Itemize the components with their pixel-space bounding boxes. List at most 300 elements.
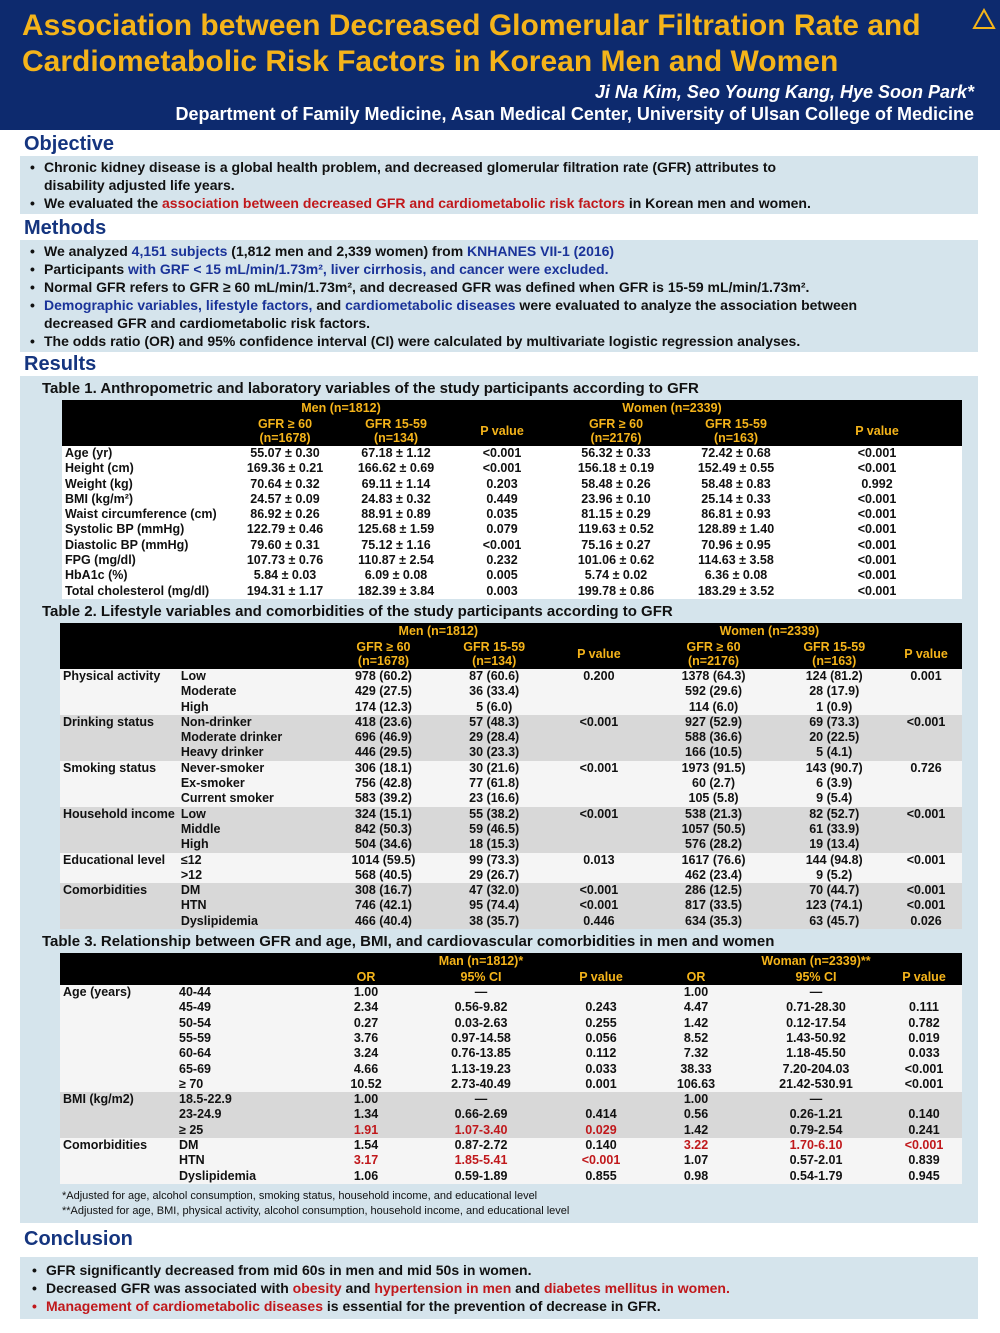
table-row — [62, 477, 962, 492]
table-cell: Middle — [180, 821, 221, 836]
table-cell: 1973 (91.5) — [681, 760, 746, 775]
table-cell: 124 (81.2) — [805, 668, 863, 683]
table-cell: 82 (52.7) — [809, 806, 860, 821]
table-cell: 114 (6.0) — [688, 699, 739, 714]
table-cell: 0.54-1.79 — [789, 1168, 843, 1183]
table-cell: 23 (16.6) — [469, 791, 520, 806]
table-cell: 0.66-2.69 — [454, 1107, 508, 1122]
table-row — [60, 791, 962, 806]
table-cell: 0.12-17.54 — [786, 1015, 846, 1030]
table-cell: Educational level — [63, 852, 166, 867]
table-cell: 1.07-3.40 — [454, 1122, 508, 1137]
table-cell: 568 (40.5) — [354, 867, 412, 882]
table-cell: 1057 (50.5) — [681, 821, 746, 836]
table-cell: 47 (32.0) — [469, 883, 520, 898]
table-cell: 3.76 — [353, 1030, 379, 1045]
table-cell — [890, 868, 962, 883]
table-cell: 634 (35.3) — [685, 913, 743, 928]
table-cell: 1617 (76.6) — [681, 852, 746, 867]
conclusion-box — [20, 1257, 978, 1319]
table-cell — [60, 1169, 176, 1184]
table-row — [60, 898, 962, 913]
conclusion-bullet-2: • Decreased GFR was associated with obesity and hypertension in men and diabetes mellitus in women. — [30, 1279, 968, 1297]
table-cell: 18 (15.3) — [469, 837, 520, 852]
table-cell: 1.00 — [353, 1092, 379, 1107]
table-cell: 45-49 — [179, 1000, 211, 1015]
table-cell: <0.001 — [906, 714, 946, 729]
table-cell: 0.57-2.01 — [789, 1153, 843, 1168]
table-cell — [556, 985, 646, 1000]
table-cell: <0.001 — [906, 883, 946, 898]
table-cell: <0.001 — [482, 461, 522, 476]
table-cell — [549, 745, 649, 760]
table-cell: Heavy drinker — [180, 745, 264, 760]
table-cell: 75.12 ± 1.16 — [361, 537, 431, 552]
table-cell: 72.42 ± 0.68 — [701, 446, 771, 460]
table-cell — [60, 1000, 176, 1015]
table-cell: 30 (23.3) — [469, 745, 520, 760]
table-cell: 55.07 ± 0.30 — [250, 446, 320, 460]
methods-bullet-4: • Demographic variables, lifestyle factors, and cardiometabolic diseases were evaluated to analyze the association between decreased GFR and cardiometabolic risk factors. — [28, 296, 968, 332]
table-cell — [60, 684, 178, 699]
table-cell — [60, 791, 178, 806]
table-cell: 101.06 ± 0.62 — [577, 553, 655, 568]
table-cell: 0.232 — [486, 553, 518, 568]
table-cell: 1.85-5.41 — [454, 1153, 508, 1168]
table-row — [60, 776, 962, 791]
table-cell: 1.54 — [353, 1137, 379, 1152]
table-cell — [549, 684, 649, 699]
table-cell: 0.035 — [486, 507, 518, 522]
table-cell: 0.79-2.54 — [789, 1122, 843, 1137]
table-cell: 40-44 — [179, 985, 211, 1000]
table-cell: 3.24 — [353, 1046, 379, 1061]
methods-bullet-5: • The odds ratio (OR) and 95% confidence interval (CI) were calculated by multivariate logistic regression analyses. — [28, 332, 968, 350]
table-cell — [549, 700, 649, 715]
table-cell: 1.07 — [683, 1153, 709, 1168]
table-cell: <0.001 — [857, 507, 897, 522]
table-cell — [890, 776, 962, 791]
table-cell: 0.056 — [585, 1030, 617, 1045]
table-cell: 107.73 ± 0.76 — [246, 553, 324, 568]
table-cell: 114.63 ± 3.58 — [698, 553, 774, 568]
table-cell — [890, 700, 962, 715]
table-cell: Age (yr) — [65, 446, 113, 460]
table-cell: 0.200 — [583, 668, 615, 683]
table-cell: 29 (26.7) — [469, 867, 520, 882]
table-cell — [886, 985, 962, 1000]
table-cell: 59 (46.5) — [469, 821, 520, 836]
table-cell: 24.83 ± 0.32 — [361, 491, 431, 506]
results-heading: Results — [24, 353, 97, 375]
table-cell: 110.87 ± 2.54 — [358, 553, 434, 568]
table-cell: 182.39 ± 3.84 — [357, 583, 435, 598]
table-cell: 0.243 — [585, 1000, 617, 1015]
table-row — [60, 1000, 962, 1015]
table-cell: 466 (40.4) — [354, 913, 412, 928]
table-cell: 1.42 — [683, 1015, 709, 1030]
table-cell: 0.992 — [861, 476, 893, 491]
table-cell: 29 (28.4) — [469, 730, 520, 745]
table-cell: 0.56-9.82 — [454, 1000, 508, 1015]
table-cell — [60, 1153, 176, 1168]
table-cell: 0.855 — [585, 1168, 617, 1183]
table-cell: 1 (0.9) — [816, 699, 853, 714]
table-cell: 123 (74.1) — [805, 898, 863, 913]
table-row — [62, 492, 962, 507]
table-cell: 194.31 ± 1.17 — [246, 583, 324, 598]
table-cell: <0.001 — [579, 760, 619, 775]
table-cell: <0.001 — [581, 1153, 621, 1168]
table-cell: Age (years) — [63, 985, 132, 1000]
table-cell: 105 (5.8) — [688, 791, 739, 806]
table-cell: 75.16 ± 0.27 — [581, 537, 651, 552]
table-cell: 95 (74.4) — [469, 898, 520, 913]
table-cell: <0.001 — [906, 852, 946, 867]
table-cell: <0.001 — [857, 461, 897, 476]
table-cell: — — [474, 985, 488, 1000]
table-cell: <0.001 — [579, 806, 619, 821]
table-cell: 588 (36.6) — [685, 730, 743, 745]
table-cell: Systolic BP (mmHg) — [65, 522, 185, 537]
table-cell: 77 (61.8) — [469, 776, 520, 791]
table-cell: 166 (10.5) — [685, 745, 743, 760]
table-cell: 86.81 ± 0.93 — [701, 507, 771, 522]
table-cell: 0.111 — [909, 1000, 939, 1015]
table-cell: 5.84 ± 0.03 — [253, 568, 317, 583]
table-cell: 1.06 — [353, 1168, 379, 1183]
table-cell: 504 (34.6) — [354, 837, 412, 852]
table-cell: <0.001 — [482, 446, 522, 460]
table-cell: 0.013 — [583, 852, 615, 867]
table-cell: 576 (28.2) — [685, 837, 743, 852]
table-cell: 0.003 — [486, 583, 518, 598]
methods-box — [20, 240, 978, 352]
table-cell: Moderate — [180, 684, 237, 699]
table-cell: <0.001 — [906, 898, 946, 913]
table-cell: 0.98 — [683, 1168, 709, 1183]
table-cell: 106.63 — [676, 1076, 716, 1091]
table-cell — [60, 730, 178, 745]
table-cell: 0.26-1.21 — [789, 1107, 843, 1122]
table-cell: 0.59-1.89 — [454, 1168, 508, 1183]
table-cell — [60, 745, 178, 760]
table-cell: <0.001 — [857, 537, 897, 552]
table-cell: 0.112 — [585, 1046, 617, 1061]
table-cell — [549, 837, 649, 852]
table-cell: 1.00 — [683, 985, 709, 1000]
table-row — [60, 669, 962, 684]
table-cell: 81.15 ± 0.29 — [581, 507, 651, 522]
table-cell: 70.96 ± 0.95 — [701, 537, 771, 552]
table-cell: 0.001 — [910, 668, 942, 683]
table-cell — [556, 1092, 646, 1107]
table-row — [60, 914, 962, 929]
table-cell: 429 (27.5) — [354, 684, 412, 699]
table-cell: 0.449 — [486, 491, 518, 506]
table-cell: 65-69 — [179, 1061, 211, 1076]
table-cell: 1.00 — [353, 985, 379, 1000]
table-cell: <0.001 — [579, 883, 619, 898]
table-cell: 3.22 — [683, 1137, 709, 1152]
table-row — [60, 837, 962, 852]
table-cell: ≥ 70 — [179, 1076, 204, 1091]
table-cell — [890, 684, 962, 699]
table-cell: 7.32 — [683, 1046, 709, 1061]
table-row — [60, 1123, 962, 1138]
table-cell: 55-59 — [179, 1030, 211, 1045]
table-cell: 0.203 — [486, 476, 518, 491]
conclusion-heading: Conclusion — [24, 1227, 133, 1250]
table-cell: 0.97-14.58 — [451, 1030, 511, 1045]
table-cell: 122.79 ± 0.46 — [246, 522, 324, 537]
table-cell: BMI (kg/m²) — [65, 491, 134, 506]
table-cell: 143 (90.7) — [805, 760, 863, 775]
table-row — [62, 584, 962, 599]
table-cell: 0.945 — [908, 1168, 940, 1183]
table-row — [60, 822, 962, 837]
table-cell: 24.57 ± 0.09 — [250, 491, 320, 506]
table-row — [62, 568, 962, 583]
table-cell: 446 (29.5) — [354, 745, 412, 760]
table-cell: 183.29 ± 3.52 — [697, 583, 775, 598]
table-cell: <0.001 — [857, 522, 897, 537]
table-cell: 0.27 — [353, 1015, 379, 1030]
table-cell: 63 (45.7) — [809, 913, 860, 928]
department: Department of Family Medicine, Asan Medical Center, University of Ulsan College of Medicine — [175, 104, 974, 124]
table-cell: 69.11 ± 1.14 — [361, 476, 431, 491]
table-cell: 0.839 — [908, 1153, 940, 1168]
table-cell: 0.026 — [910, 913, 942, 928]
table-cell: FPG (mg/dl) — [65, 553, 136, 568]
table-cell — [60, 1031, 176, 1046]
table3: Man (n=1812)* Woman (n=2339)** OR 95% CI P value OR 95% CI P value Age (years) 40-44 1.00 — 1.00 — 45-49 2.34 0.56-9.82 0.243 4.47 0.71-28.30 0.111 50-54 0.27 0.03-2.63 0.255 1.42 0.12-17.54 0.782 55-59 3.76 0.97-14.58 0.056 8.52 1.43-50.92 0.019 60-64 3.24 0.76-13.85 0.112 7.32 1.18-45.50 0.033 65-69 4.66 1.13-19.23 0.033 38.33 7.20-204.03 <0.001 ≥ 70 10.52 2.73-40.49 0.001 106.63 21.42-530.91 <0.001 BMI (kg/m2) 18.5-22.9 1.00 — 1.00 — 23-24.9 1.34 0.66-2.69 0.414 0.56 0.26-1.21 0.140 ≥ 25 1.91 1.07-3.40 0.029 1.42 0.79-2.54 0.241 Comorbidities DM 1.54 0.87-2.72 0.140 3.22 1.70-6.10 <0.001 HTN 3.17 1.85-5.41 <0.001 1.07 0.57-2.01 0.839 Dyslipidemia 1.06 0.59-1.89 0.855 0.98 0.54-1.79 0.945 — [60, 953, 962, 1184]
table-cell: <0.001 — [579, 898, 619, 913]
table-cell: 0.001 — [585, 1076, 617, 1091]
table-cell: High — [180, 837, 209, 852]
table-cell: <0.001 — [482, 537, 522, 552]
table-cell: 0.140 — [908, 1107, 940, 1122]
table-cell: 57 (48.3) — [469, 714, 520, 729]
table-cell: 696 (46.9) — [354, 730, 412, 745]
table-cell: 1.13-19.23 — [451, 1061, 511, 1076]
table-cell: BMI (kg/m2) — [63, 1092, 134, 1107]
table-cell: Total cholesterol (mg/dl) — [65, 583, 210, 598]
table-cell: Comorbidities — [63, 883, 148, 898]
table-cell: 0.241 — [908, 1122, 940, 1137]
table-row — [60, 883, 962, 898]
methods-bullet-1: • We analyzed 4,151 subjects (1,812 men and 2,339 women) from KNHANES VII-1 (2016) — [28, 242, 968, 260]
table-cell: 842 (50.3) — [354, 821, 412, 836]
table-cell: 3.17 — [353, 1153, 379, 1168]
table-cell: 21.42-530.91 — [779, 1076, 853, 1091]
table-cell: 7.20-204.03 — [782, 1061, 850, 1076]
table-cell: 583 (39.2) — [354, 791, 412, 806]
table-cell: 25.14 ± 0.33 — [701, 491, 771, 506]
table-cell: 9 (5.2) — [816, 867, 853, 882]
table-cell: 746 (42.1) — [354, 898, 412, 913]
table-cell: 199.78 ± 0.86 — [577, 583, 655, 598]
table-cell: <0.001 — [857, 491, 897, 506]
table-cell — [60, 914, 178, 929]
table-cell: Never-smoker — [180, 760, 265, 775]
table-cell: <0.001 — [904, 1137, 944, 1152]
table-row — [62, 538, 962, 553]
table-cell: 38 (35.7) — [469, 913, 520, 928]
table-cell: 0.414 — [585, 1107, 617, 1122]
table-cell: <0.001 — [906, 806, 946, 821]
table-cell: 88.91 ± 0.89 — [361, 507, 431, 522]
table-cell: 60 (2.7) — [692, 776, 736, 791]
table-row — [60, 853, 962, 868]
table-cell: 1.43-50.92 — [786, 1030, 846, 1045]
table-cell: Current smoker — [180, 791, 274, 806]
table-cell: 592 (29.6) — [685, 684, 743, 699]
table-cell: 38.33 — [680, 1061, 712, 1076]
table-cell: 169.36 ± 0.21 — [246, 461, 324, 476]
table-cell: <0.001 — [857, 568, 897, 583]
table-cell: 6.09 ± 0.08 — [364, 568, 428, 583]
table-cell — [60, 1046, 176, 1061]
table-cell: — — [809, 1092, 823, 1107]
table-cell: Waist circumference (cm) — [65, 507, 217, 522]
table-cell: 1.18-45.50 — [786, 1046, 846, 1061]
table-row — [60, 985, 962, 1000]
table-cell: 2.34 — [353, 1000, 379, 1015]
table-cell: Smoking status — [63, 760, 157, 775]
table-cell: Moderate drinker — [180, 730, 283, 745]
table-cell: Dyslipidemia — [179, 1168, 257, 1183]
table-cell: HTN — [180, 898, 207, 913]
table-row — [60, 1031, 962, 1046]
table2: Men (n=1812) Women (n=2339) GFR ≥ 60 (n=1678) GFR 15-59 (n=134) P value GFR ≥ 60 (n=2176) GFR 15-59 (n=163) P value Physical activity Low 978 (60.2) 87 (60.6) 0.200 1378 (64.3) 124 (81.2) 0.001 Moderate 429 (27.5) 36 (33.4) 592 (29.6) 28 (17.9) High 174 (12.3) 5 (6.0) 114 (6.0) 1 (0.9) Drinking status Non-drinker 418 (23.6) 57 (48.3) <0.001 927 (52.9) 69 (73.3) <0.001 Moderate drinker 696 (46.9) 29 (28.4) 588 (36.6) 20 (22.5) Heavy drinker 446 (29.5) 30 (23.3) 166 (10.5) 5 (4.1) Smoking status Never-smoker 306 (18.1) 30 (21.6) <0.001 1973 (91.5) 143 (90.7) 0.726 Ex-smoker 756 (42.8) 77 (61.8) 60 (2.7) 6 (3.9) Current smoker 583 (39.2) 23 (16.6) 105 (5.8) 9 (5.4) Household income Low 324 (15.1) 55 (38.2) <0.001 538 (21.3) 82 (52.7) <0.001 Middle 842 (50.3) 59 (46.5) 1057 (50.5) 61 (33.9) High 504 (34.6) 18 (15.3) 576 (28.2) 19 (13.4) Educational level ≤12 1014 (59.5) 99 (73.3) 0.013 1617 (76.6) 144 (94.8) <0.001 >12 568 (40.5) 29 (26.7) 462 (23.4) 9 (5.2) Comorbidities DM 308 (16.7) 47 (32.0) <0.001 286 (12.5) 70 (44.7) <0.001 HTN 746 (42.1) 95 (74.4) <0.001 817 (33.5) 123 (74.1) <0.001 Dyslipidemia 466 (40.4) 38 (35.7) 0.446 634 (35.3) 63 (45.7) 0.026 — [60, 623, 962, 929]
table-cell: 152.49 ± 0.55 — [697, 461, 775, 476]
table-cell: 9 (5.4) — [816, 791, 853, 806]
table-cell: 166.62 ± 0.69 — [357, 461, 435, 476]
table-cell: 5 (6.0) — [476, 699, 513, 714]
table-cell: — — [474, 1092, 488, 1107]
table-row — [60, 684, 962, 699]
table-cell — [60, 776, 178, 791]
table-cell: 6 (3.9) — [816, 776, 853, 791]
footnote-2: **Adjusted for age, BMI, physical activity, alcohol consumption, household income, and educational level — [62, 1204, 570, 1217]
table-cell: 0.71-28.30 — [786, 1000, 846, 1015]
table-cell: >12 — [180, 867, 203, 882]
table-row — [60, 1169, 962, 1184]
table-cell: 1378 (64.3) — [681, 668, 746, 683]
table-cell: 23.96 ± 0.10 — [581, 491, 651, 506]
table-cell: Weight (kg) — [65, 476, 133, 491]
table-cell: 1.91 — [353, 1122, 379, 1137]
table-row — [60, 761, 962, 776]
table-cell: 10.52 — [350, 1076, 382, 1091]
table-cell: <0.001 — [904, 1076, 944, 1091]
table-cell: 1.42 — [683, 1122, 709, 1137]
table-cell: 5 (4.1) — [816, 745, 853, 760]
table-cell: 306 (18.1) — [354, 760, 412, 775]
table-cell — [890, 822, 962, 837]
footnote-1: *Adjusted for age, alcohol consumption, smoking status, household income, and educational level — [62, 1189, 538, 1202]
results-box — [20, 376, 978, 1223]
conclusion-bullet-3: • Management of cardiometabolic diseases is essential for the prevention of decrease in GFR. — [30, 1297, 968, 1315]
table-cell: Low — [180, 806, 206, 821]
table-cell: 817 (33.5) — [685, 898, 743, 913]
table-cell: 60-64 — [179, 1046, 211, 1061]
table-cell: ≥ 25 — [179, 1122, 204, 1137]
table-cell — [60, 822, 178, 837]
table-cell: Diastolic BP (mmHg) — [65, 537, 189, 552]
table-row — [60, 1046, 962, 1061]
table-cell: Ex-smoker — [180, 776, 245, 791]
table-cell: 8.52 — [683, 1030, 709, 1045]
table-cell: 30 (21.6) — [469, 760, 520, 775]
table-row — [60, 1062, 962, 1077]
table-cell: 28 (17.9) — [809, 684, 860, 699]
conclusion-bullet-1: • GFR significantly decreased from mid 60s in men and mid 50s in women. — [30, 1261, 968, 1279]
table-cell: 978 (60.2) — [354, 668, 412, 683]
table-cell: 86.92 ± 0.26 — [250, 507, 320, 522]
table-cell — [60, 1077, 176, 1092]
table-row — [62, 507, 962, 522]
table-cell: 0.033 — [585, 1061, 617, 1076]
table-row — [60, 1077, 962, 1092]
table-cell: 79.60 ± 0.31 — [250, 537, 320, 552]
methods-bullet-2: • Participants with GRF < 15 mL/min/1.73m², liver cirrhosis, and cancer were excluded. — [28, 260, 968, 278]
table-cell: 174 (12.3) — [354, 699, 412, 714]
table-cell: 128.89 ± 1.40 — [697, 522, 775, 537]
table-cell — [890, 745, 962, 760]
table-cell — [60, 898, 178, 913]
table-cell: — — [809, 985, 823, 1000]
table-cell: 70.64 ± 0.32 — [250, 476, 320, 491]
table-cell: 1014 (59.5) — [351, 852, 416, 867]
table-cell: 0.03-2.63 — [454, 1015, 508, 1030]
table-cell: 0.029 — [585, 1122, 617, 1137]
table-cell: 156.18 ± 0.19 — [577, 461, 655, 476]
table-cell: 286 (12.5) — [685, 883, 743, 898]
table1-caption: Table 1. Anthropometric and laboratory variables of the study participants according to GFR — [42, 380, 699, 397]
table-cell — [60, 868, 178, 883]
table-cell: Height (cm) — [65, 461, 134, 476]
table-cell: 538 (21.3) — [685, 806, 743, 821]
table-cell — [890, 730, 962, 745]
objective-bullet-2: • We evaluated the association between decreased GFR and cardiometabolic risk factors in Korean men and women. — [28, 194, 968, 212]
table-cell — [60, 700, 178, 715]
institution-logo-icon — [972, 8, 996, 30]
table-cell: 5.74 ± 0.02 — [584, 568, 648, 583]
table-cell: 18.5-22.9 — [179, 1092, 232, 1107]
table-cell: 0.079 — [486, 522, 518, 537]
table-cell: 308 (16.7) — [354, 883, 412, 898]
table-cell — [549, 776, 649, 791]
table2-caption: Table 2. Lifestyle variables and comorbidities of the study participants according to GFR — [42, 602, 673, 620]
table-cell: 4.66 — [353, 1061, 379, 1076]
table-cell: Household income — [63, 806, 175, 821]
table-cell: 70 (44.7) — [809, 883, 860, 898]
table-cell: 756 (42.8) — [354, 776, 412, 791]
table-row — [62, 522, 962, 537]
table-cell: 1.70-6.10 — [789, 1137, 843, 1152]
table-cell: 0.140 — [585, 1137, 617, 1152]
table-row — [60, 1138, 962, 1153]
table-cell — [60, 1062, 176, 1077]
table-cell: 55 (38.2) — [469, 806, 520, 821]
table-cell: 6.36 ± 0.08 — [704, 568, 768, 583]
table-row — [60, 745, 962, 760]
table-row — [62, 446, 962, 461]
table-cell: 99 (73.3) — [469, 852, 520, 867]
authors: Ji Na Kim, Seo Young Kang, Hye Soon Park* — [594, 82, 974, 102]
